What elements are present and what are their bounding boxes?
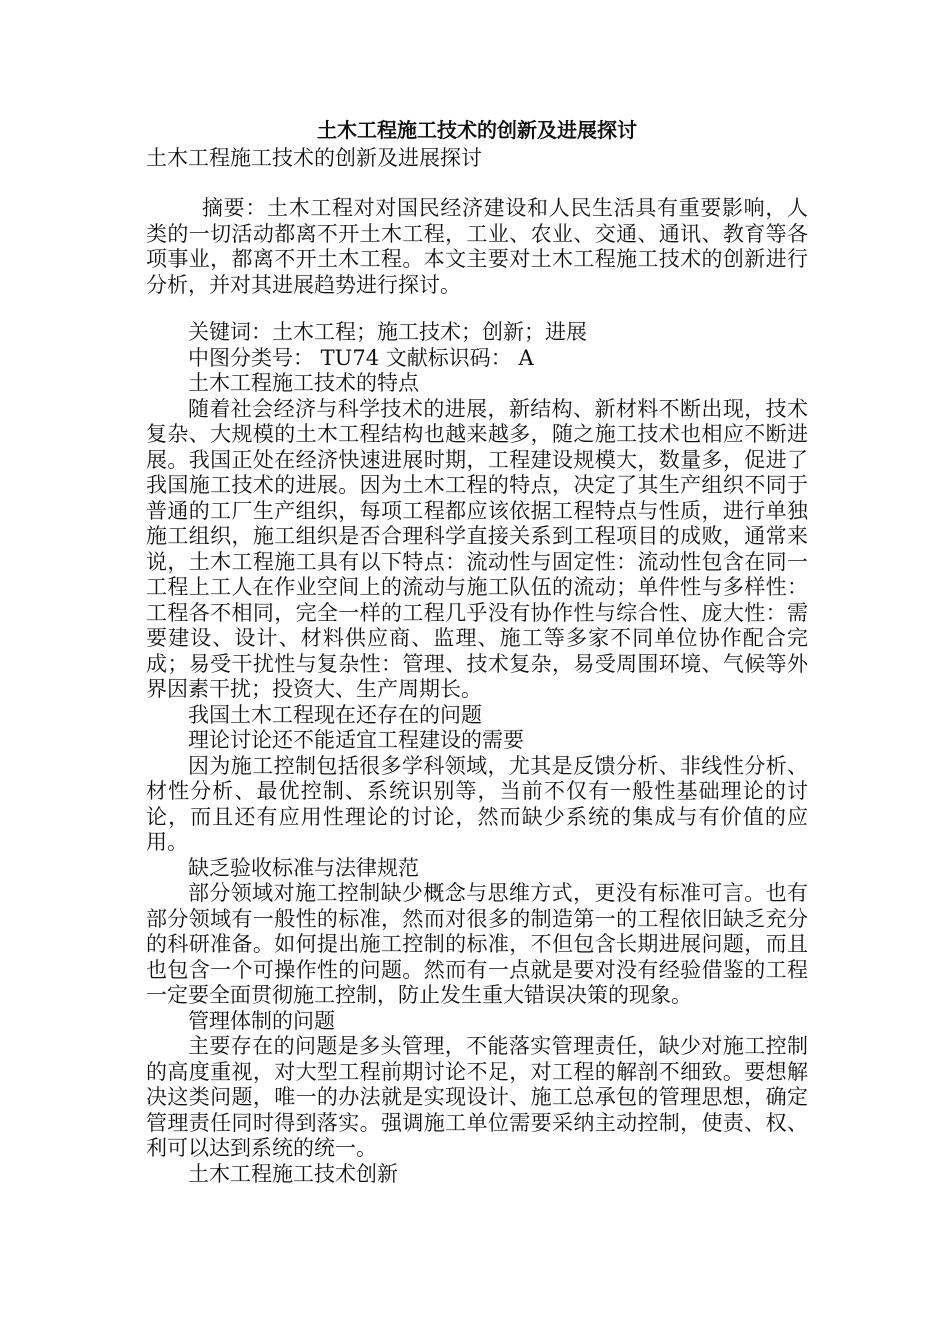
section-heading-innovation: 土木工程施工技术创新 bbox=[188, 1161, 398, 1186]
document-body bbox=[146, 118, 808, 1187]
spacer bbox=[146, 298, 808, 320]
subheading-theory: 理论讨论还不能适宜工程建设的需要 bbox=[188, 728, 524, 752]
subheading-management: 管理体制的问题 bbox=[188, 1008, 335, 1033]
keywords-line: 关键词：土木工程；施工技术；创新；进展 bbox=[188, 320, 587, 344]
section-heading-features: 土木工程施工技术的特点 bbox=[188, 371, 419, 395]
section-heading-problems: 我国土木工程现在还存在的问题 bbox=[188, 702, 482, 727]
page-title: 土木工程施工技术的创新及进展探讨 bbox=[317, 118, 637, 142]
spacer bbox=[146, 171, 808, 196]
document-subtitle: 土木工程施工技术的创新及进展探讨 bbox=[146, 145, 482, 170]
abstract-paragraph: 摘要：土木工程对对国民经济建设和人民生活具有重要影响，人类的一切活动都离不开土木工程，工业、农业、交通、通讯、教育等各项事业，都离不开土木工程。本文主要对土木工程施工技术的创新进行分析，并对其进展趋势进行探讨。 bbox=[146, 196, 808, 297]
paragraph-standards: 部分领域对施工控制缺少概念与思维方式，更没有标准可言。也有部分领域有一般性的标准，然而对很多的制造第一的工程依旧缺乏充分的科研准备。如何提出施工控制的标准，不但包含长期进展问题，而且也包含一个可操作性的问题。然而有一点就是要对没有经验借鉴的工程一定要全面贯彻施工控制，防止发生重大错误决策的现象。 bbox=[146, 881, 808, 1007]
subheading-standards: 缺乏验收标准与法律规范 bbox=[188, 855, 419, 880]
paragraph-theory: 因为施工控制包括很多学科领域，尤其是反馈分析、非线性分析、材性分析、最优控制、系统识别等，当前不仅有一般性基础理论的讨论，而且还有应用性理论的讨论，然而缺少系统的集成与有价值的应用。 bbox=[146, 753, 808, 854]
paragraph-management: 主要存在的问题是多头管理，不能落实管理责任，缺少对施工控制的高度重视，对大型工程前期讨论不足，对工程的解剖不细致。要想解决这类问题，唯一的办法就是实现设计、施工总承包的管理思想，确定管理责任同时得到落实。强调施工单位需要采纳主动控制，使责、权、利可以达到系统的统一。 bbox=[146, 1034, 808, 1160]
paragraph-features: 随着社会经济与科学技术的进展，新结构、新材料不断出现，技术复杂、大规模的土木工程结构也越来越多，随之施工技术也相应不断进展。我国正处在经济快速进展时期，工程建设规模大，数量多，促进了我国施工技术的进展。因为土木工程的特点，决定了其生产组织不同于普通的工厂生产组织，每项工程都应该依据工程特点与性质，进行单独施工组织，施工组织是否合理科学直接关系到工程项目的成败，通常来说，土木工程施工具有以下特点：流动性与固定性：流动性包含在同一工程上工人在作业空间上的流动与施工队伍的流动；单件性与多样性：工程各不相同，完全一样的工程几乎没有协作性与综合性、庞大性：需要建设、设计、材料供应商、监理、施工等多家不同单位协作配合完成；易受干扰性与复杂性：管理、技术复杂，易受周围环境、气候等外界因素干扰；投资大、生产周期长。 bbox=[146, 396, 808, 701]
classification-line: 中图分类号： TU74 文献标识码： A bbox=[188, 345, 534, 370]
